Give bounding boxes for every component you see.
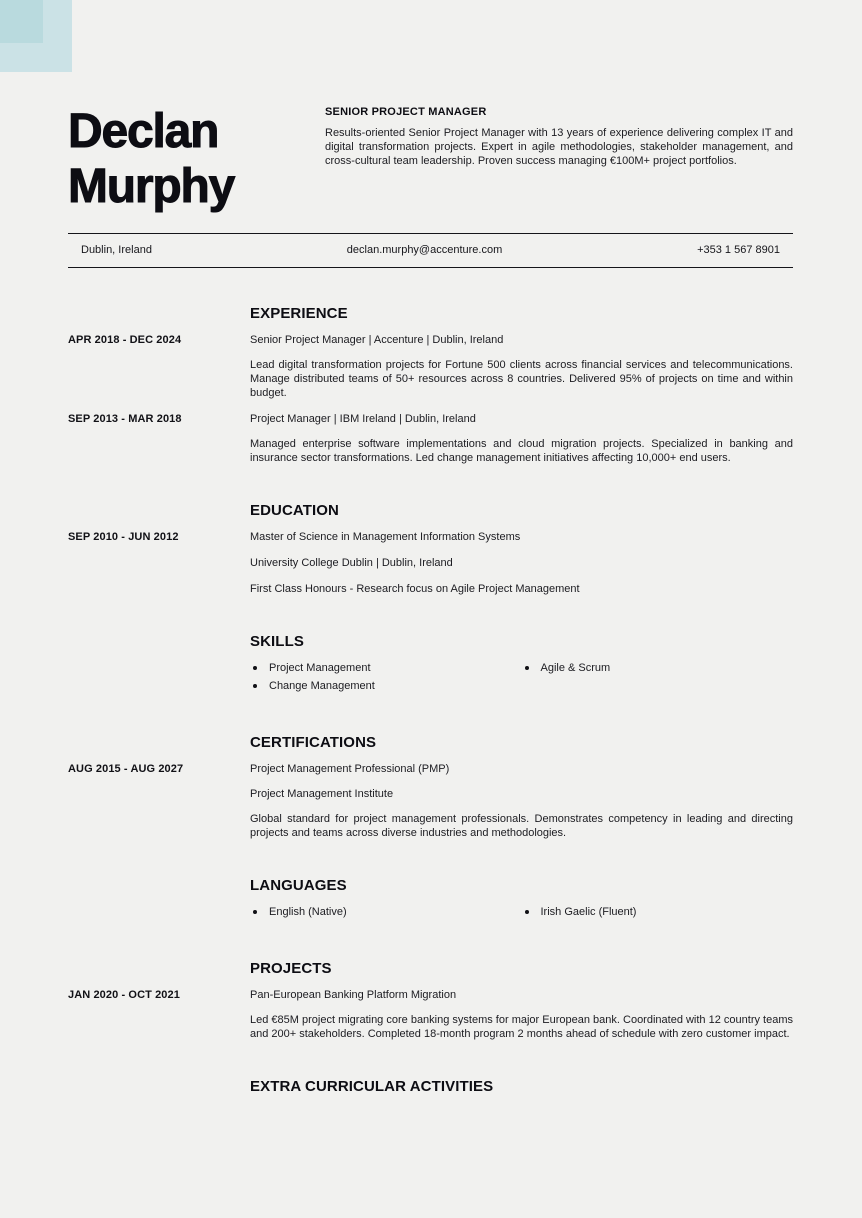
contact-bar (68, 233, 793, 268)
project-title: Pan-European Banking Platform Migration (250, 989, 457, 1001)
section-certifications (68, 734, 793, 840)
entry-description: Lead digital transformation projects for Fortune 500 clients across financial services and telecommunications. Manage distributed teams of 50+ resources across 8 countries. Delivered 95% of projects on time and within budget. (250, 359, 793, 399)
education-heading: EDUCATION (250, 502, 339, 519)
experience-entry (68, 412, 793, 465)
languages-heading: LANGUAGES (250, 877, 347, 894)
skill-item (250, 661, 522, 675)
experience-heading: EXPERIENCE (250, 305, 348, 322)
certification-entry (68, 762, 793, 840)
bullet-icon (253, 666, 257, 670)
entry-description: Managed enterprise software implementations and cloud migration projects. Specialized in banking and insurance sector transformations. Led change management initiatives affecting 10,000+ end users. (250, 438, 793, 464)
language-label: English (Native) (269, 906, 347, 918)
entry-date: SEP 2010 - JUN 2012 (68, 531, 179, 543)
languages-list (250, 905, 793, 923)
language-item (250, 905, 522, 919)
projects-heading: PROJECTS (250, 960, 332, 977)
entry-content (250, 412, 793, 465)
certifications-heading: CERTIFICATIONS (250, 734, 377, 751)
bullet-icon (253, 684, 257, 688)
skills-heading: SKILLS (250, 633, 304, 650)
candidate-name (68, 104, 325, 214)
header (0, 0, 862, 214)
skill-label: Agile & Scrum (540, 662, 611, 674)
languages-column-1 (250, 905, 522, 923)
language-item (522, 905, 794, 919)
skill-label: Change Management (269, 680, 375, 692)
education-honors: First Class Honours - Research focus on Agile Project Management (250, 583, 580, 595)
education-school: University College Dublin | Dublin, Ireland (250, 557, 453, 569)
education-degree: Master of Science in Management Information Systems (250, 531, 521, 543)
experience-entry (68, 333, 793, 400)
entry-date: APR 2018 - DEC 2024 (68, 334, 182, 346)
intro-block (325, 104, 793, 214)
contact-phone: +353 1 567 8901 (697, 244, 780, 256)
entry-content (250, 530, 793, 596)
entry-content (250, 988, 793, 1041)
project-entry (68, 988, 793, 1041)
entry-title: Project Manager | IBM Ireland | Dublin, Ireland (250, 413, 476, 425)
certification-title: Project Management Professional (PMP) (250, 763, 450, 775)
languages-column-2 (522, 905, 794, 923)
skills-column-2 (522, 661, 794, 697)
skill-item (522, 661, 794, 675)
certification-description: Global standard for project management professionals. Demonstrates competency in leading and directing projects and teams across diverse industries and methodologies. (250, 813, 793, 839)
skill-item (250, 679, 522, 693)
section-education (68, 502, 793, 596)
education-entry (68, 530, 793, 596)
contact-email: declan.murphy@accenture.com (346, 244, 503, 256)
decorative-square-inner (0, 0, 43, 43)
bullet-icon (525, 666, 529, 670)
section-languages (68, 877, 793, 923)
bullet-icon (253, 910, 257, 914)
section-experience (68, 305, 793, 465)
section-extracurricular (68, 1078, 793, 1096)
entry-content (250, 333, 793, 400)
professional-summary: Results-oriented Senior Project Manager with 13 years of experience delivering complex IT and digital transformation projects. Expert in agile methodologies, stakeholder management, and cross-cultural team leadership. Proven success managing €100M+ project portfolios. (325, 127, 793, 167)
certification-issuer: Project Management Institute (250, 788, 394, 800)
job-title: SENIOR PROJECT MANAGER (325, 106, 487, 118)
bullet-icon (525, 910, 529, 914)
skills-column-1 (250, 661, 522, 697)
language-label: Irish Gaelic (Fluent) (540, 906, 637, 918)
entry-date: SEP 2013 - MAR 2018 (68, 413, 182, 425)
entry-date: JAN 2020 - OCT 2021 (68, 989, 180, 1001)
section-projects (68, 960, 793, 1041)
section-skills (68, 633, 793, 697)
entry-content (250, 762, 793, 840)
candidate-last-name: Murphy (68, 160, 235, 213)
candidate-first-name: Declan (68, 105, 219, 158)
project-description: Led €85M project migrating core banking systems for major European bank. Coordinated with 12 country teams and 200+ stakeholders. Completed 18-month program 2 months ahead of schedule with zero customer impact. (250, 1014, 793, 1040)
entry-title: Senior Project Manager | Accenture | Dublin, Ireland (250, 334, 504, 346)
extracurricular-heading: EXTRA CURRICULAR ACTIVITIES (250, 1078, 494, 1095)
contact-location: Dublin, Ireland (81, 244, 152, 256)
skills-list (250, 661, 793, 697)
entry-date: AUG 2015 - AUG 2027 (68, 763, 184, 775)
skill-label: Project Management (269, 662, 371, 674)
